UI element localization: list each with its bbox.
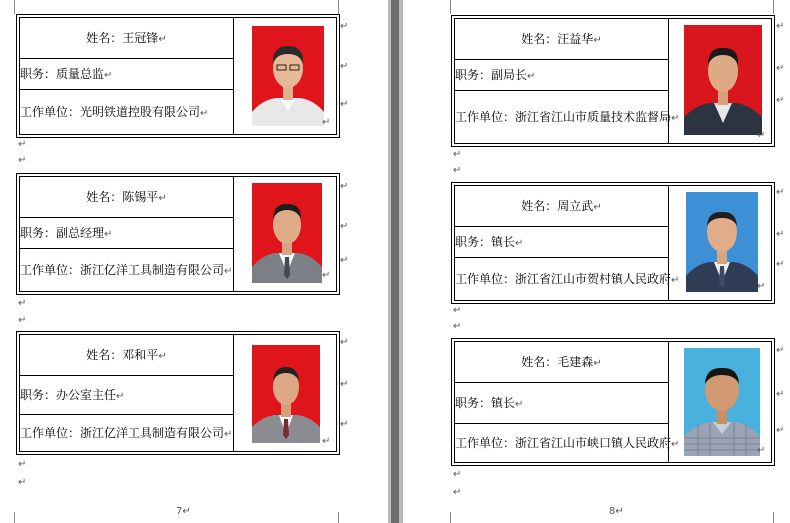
row-end-mark: ↵: [340, 379, 349, 390]
crop-mark: [14, 0, 15, 14]
row-end-mark: ↵: [340, 99, 349, 110]
row-end-mark: ↵: [776, 229, 785, 240]
title-row: 职务：质量总监↵: [20, 59, 233, 90]
row-end-mark: ↵: [340, 61, 349, 72]
paragraph-mark: ↵: [453, 469, 462, 480]
person-name: 汪益华: [557, 32, 594, 46]
person-name: 邓和平: [122, 348, 159, 362]
crop-mark: [450, 512, 451, 523]
org-label: 工作单位：: [455, 110, 516, 124]
row-end-mark: ↵: [776, 345, 785, 356]
row-end-mark: ↵: [340, 221, 349, 232]
person-card: [451, 338, 775, 466]
name-row: 姓名：周立武↵: [455, 186, 668, 227]
portrait-photo: [252, 345, 320, 443]
portrait-photo: [252, 26, 324, 126]
row-end-mark: ↵: [776, 425, 785, 436]
name-row: 姓名：汪益华↵: [455, 19, 668, 60]
person-card: [16, 14, 340, 138]
row-end-mark: ↵: [340, 419, 349, 430]
person-org: 浙江省江山市贺村镇人民政府: [515, 272, 672, 286]
row-end-mark: ↵: [340, 255, 349, 266]
person-org: 光明铁道控股有限公司: [80, 105, 201, 119]
person-name: 周立武: [557, 199, 594, 213]
title-row: 职务：副总经理↵: [20, 218, 233, 249]
paragraph-mark: ↵: [18, 477, 27, 488]
paragraph-mark: ↵: [453, 321, 462, 332]
org-row: 工作单位：光明铁道控股有限公司↵: [20, 90, 233, 135]
org-row: 工作单位：浙江省江山市质量技术监督局↵: [455, 91, 668, 144]
paragraph-mark: ↵: [453, 149, 462, 160]
title-row: 职务：镇长↵: [455, 383, 668, 424]
row-end-mark: ↵: [340, 337, 349, 348]
name-row: 姓名：毛建森↵: [455, 342, 668, 383]
row-end-mark: ↵: [776, 187, 785, 198]
photo-cell: ↵: [233, 177, 335, 291]
paragraph-mark: ↵: [453, 305, 462, 316]
photo-cell: ↵: [233, 18, 335, 134]
crop-mark: [450, 0, 451, 14]
person-card: [451, 182, 775, 304]
org-row: 工作单位：浙江亿洋工具制造有限公司↵: [20, 249, 233, 292]
person-org: 浙江亿洋工具制造有限公司: [80, 426, 225, 440]
page-number: 8↵: [609, 506, 624, 517]
paragraph-mark: ↵: [18, 155, 27, 166]
photo-cell: ↵: [233, 335, 335, 451]
crop-mark: [338, 512, 339, 523]
row-end-mark: ↵: [776, 21, 785, 32]
crop-mark: [14, 512, 15, 523]
person-org: 浙江省江山市质量技术监督局: [515, 110, 672, 124]
org-label: 工作单位：: [20, 426, 81, 440]
person-title: 镇长: [491, 396, 516, 410]
page-number: 7↵: [176, 506, 191, 517]
title-label: 职务：: [20, 226, 57, 240]
title-row: 职务：副局长↵: [455, 60, 668, 91]
org-row: 工作单位：浙江省江山市贺村镇人民政府↵: [455, 258, 668, 301]
name-label: 姓名：: [521, 32, 558, 46]
org-label: 工作单位：: [455, 272, 516, 286]
title-label: 职务：: [20, 388, 57, 402]
person-org: 浙江省江山市峡口镇人民政府: [515, 436, 672, 450]
person-title: 副局长: [491, 68, 528, 82]
person-title: 副总经理: [56, 226, 105, 240]
portrait-photo: [684, 25, 762, 135]
crop-mark: [338, 0, 339, 14]
name-label: 姓名：: [521, 199, 558, 213]
person-title: 镇长: [491, 235, 516, 249]
name-label: 姓名：: [86, 31, 123, 45]
row-end-mark: ↵: [340, 181, 349, 192]
title-label: 职务：: [455, 68, 492, 82]
row-end-mark: ↵: [340, 21, 349, 32]
portrait-image: [686, 192, 758, 292]
portrait-photo: [686, 192, 758, 292]
person-name: 王冠锋: [122, 31, 159, 45]
crop-mark: [773, 512, 774, 523]
paragraph-mark: ↵: [18, 315, 27, 326]
name-row: 姓名：陈锡平↵: [20, 177, 233, 218]
person-title: 质量总监: [56, 67, 105, 81]
row-end-mark: ↵: [776, 389, 785, 400]
title-label: 职务：: [20, 67, 57, 81]
paragraph-mark: ↵: [18, 139, 27, 150]
org-row: 工作单位：浙江省江山市峡口镇人民政府↵: [455, 424, 668, 463]
row-end-mark: ↵: [776, 259, 785, 270]
title-label: 职务：: [455, 396, 492, 410]
org-row: 工作单位：浙江亿洋工具制造有限公司↵: [20, 415, 233, 452]
page-gutter: [388, 0, 403, 523]
title-row: 职务：办公室主任↵: [20, 376, 233, 415]
document-page-7: [0, 0, 388, 523]
crop-mark: [773, 0, 774, 14]
name-label: 姓名：: [521, 355, 558, 369]
org-label: 工作单位：: [20, 105, 81, 119]
paragraph-mark: ↵: [18, 298, 27, 309]
portrait-image: [252, 183, 322, 283]
row-end-mark: ↵: [776, 95, 785, 106]
photo-cell: ↵: [668, 19, 770, 143]
portrait-image: [252, 345, 320, 443]
title-label: 职务：: [455, 235, 492, 249]
portrait-image: [252, 26, 324, 126]
title-row: 职务：镇长↵: [455, 227, 668, 258]
portrait-photo: [684, 348, 760, 456]
person-org: 浙江亿洋工具制造有限公司: [80, 263, 225, 277]
name-row: 姓名：邓和平↵: [20, 335, 233, 376]
row-end-mark: ↵: [776, 63, 785, 74]
person-card: [16, 331, 340, 455]
org-label: 工作单位：: [455, 436, 516, 450]
person-name: 陈锡平: [122, 190, 159, 204]
paragraph-mark: ↵: [453, 165, 462, 176]
paragraph-mark: ↵: [453, 487, 462, 498]
name-label: 姓名：: [86, 348, 123, 362]
org-label: 工作单位：: [20, 263, 81, 277]
name-row: 姓名：王冠锋↵: [20, 18, 233, 59]
person-name: 毛建森: [557, 355, 594, 369]
photo-cell: ↵: [668, 186, 770, 300]
paragraph-mark: ↵: [18, 459, 27, 470]
person-title: 办公室主任: [56, 388, 117, 402]
person-card: [451, 15, 775, 147]
name-label: 姓名：: [86, 190, 123, 204]
person-card: [16, 173, 340, 295]
portrait-image: [684, 25, 762, 135]
portrait-image: [684, 348, 760, 456]
portrait-photo: [252, 183, 322, 283]
photo-cell: ↵: [668, 342, 770, 462]
document-page-8: [403, 0, 790, 523]
